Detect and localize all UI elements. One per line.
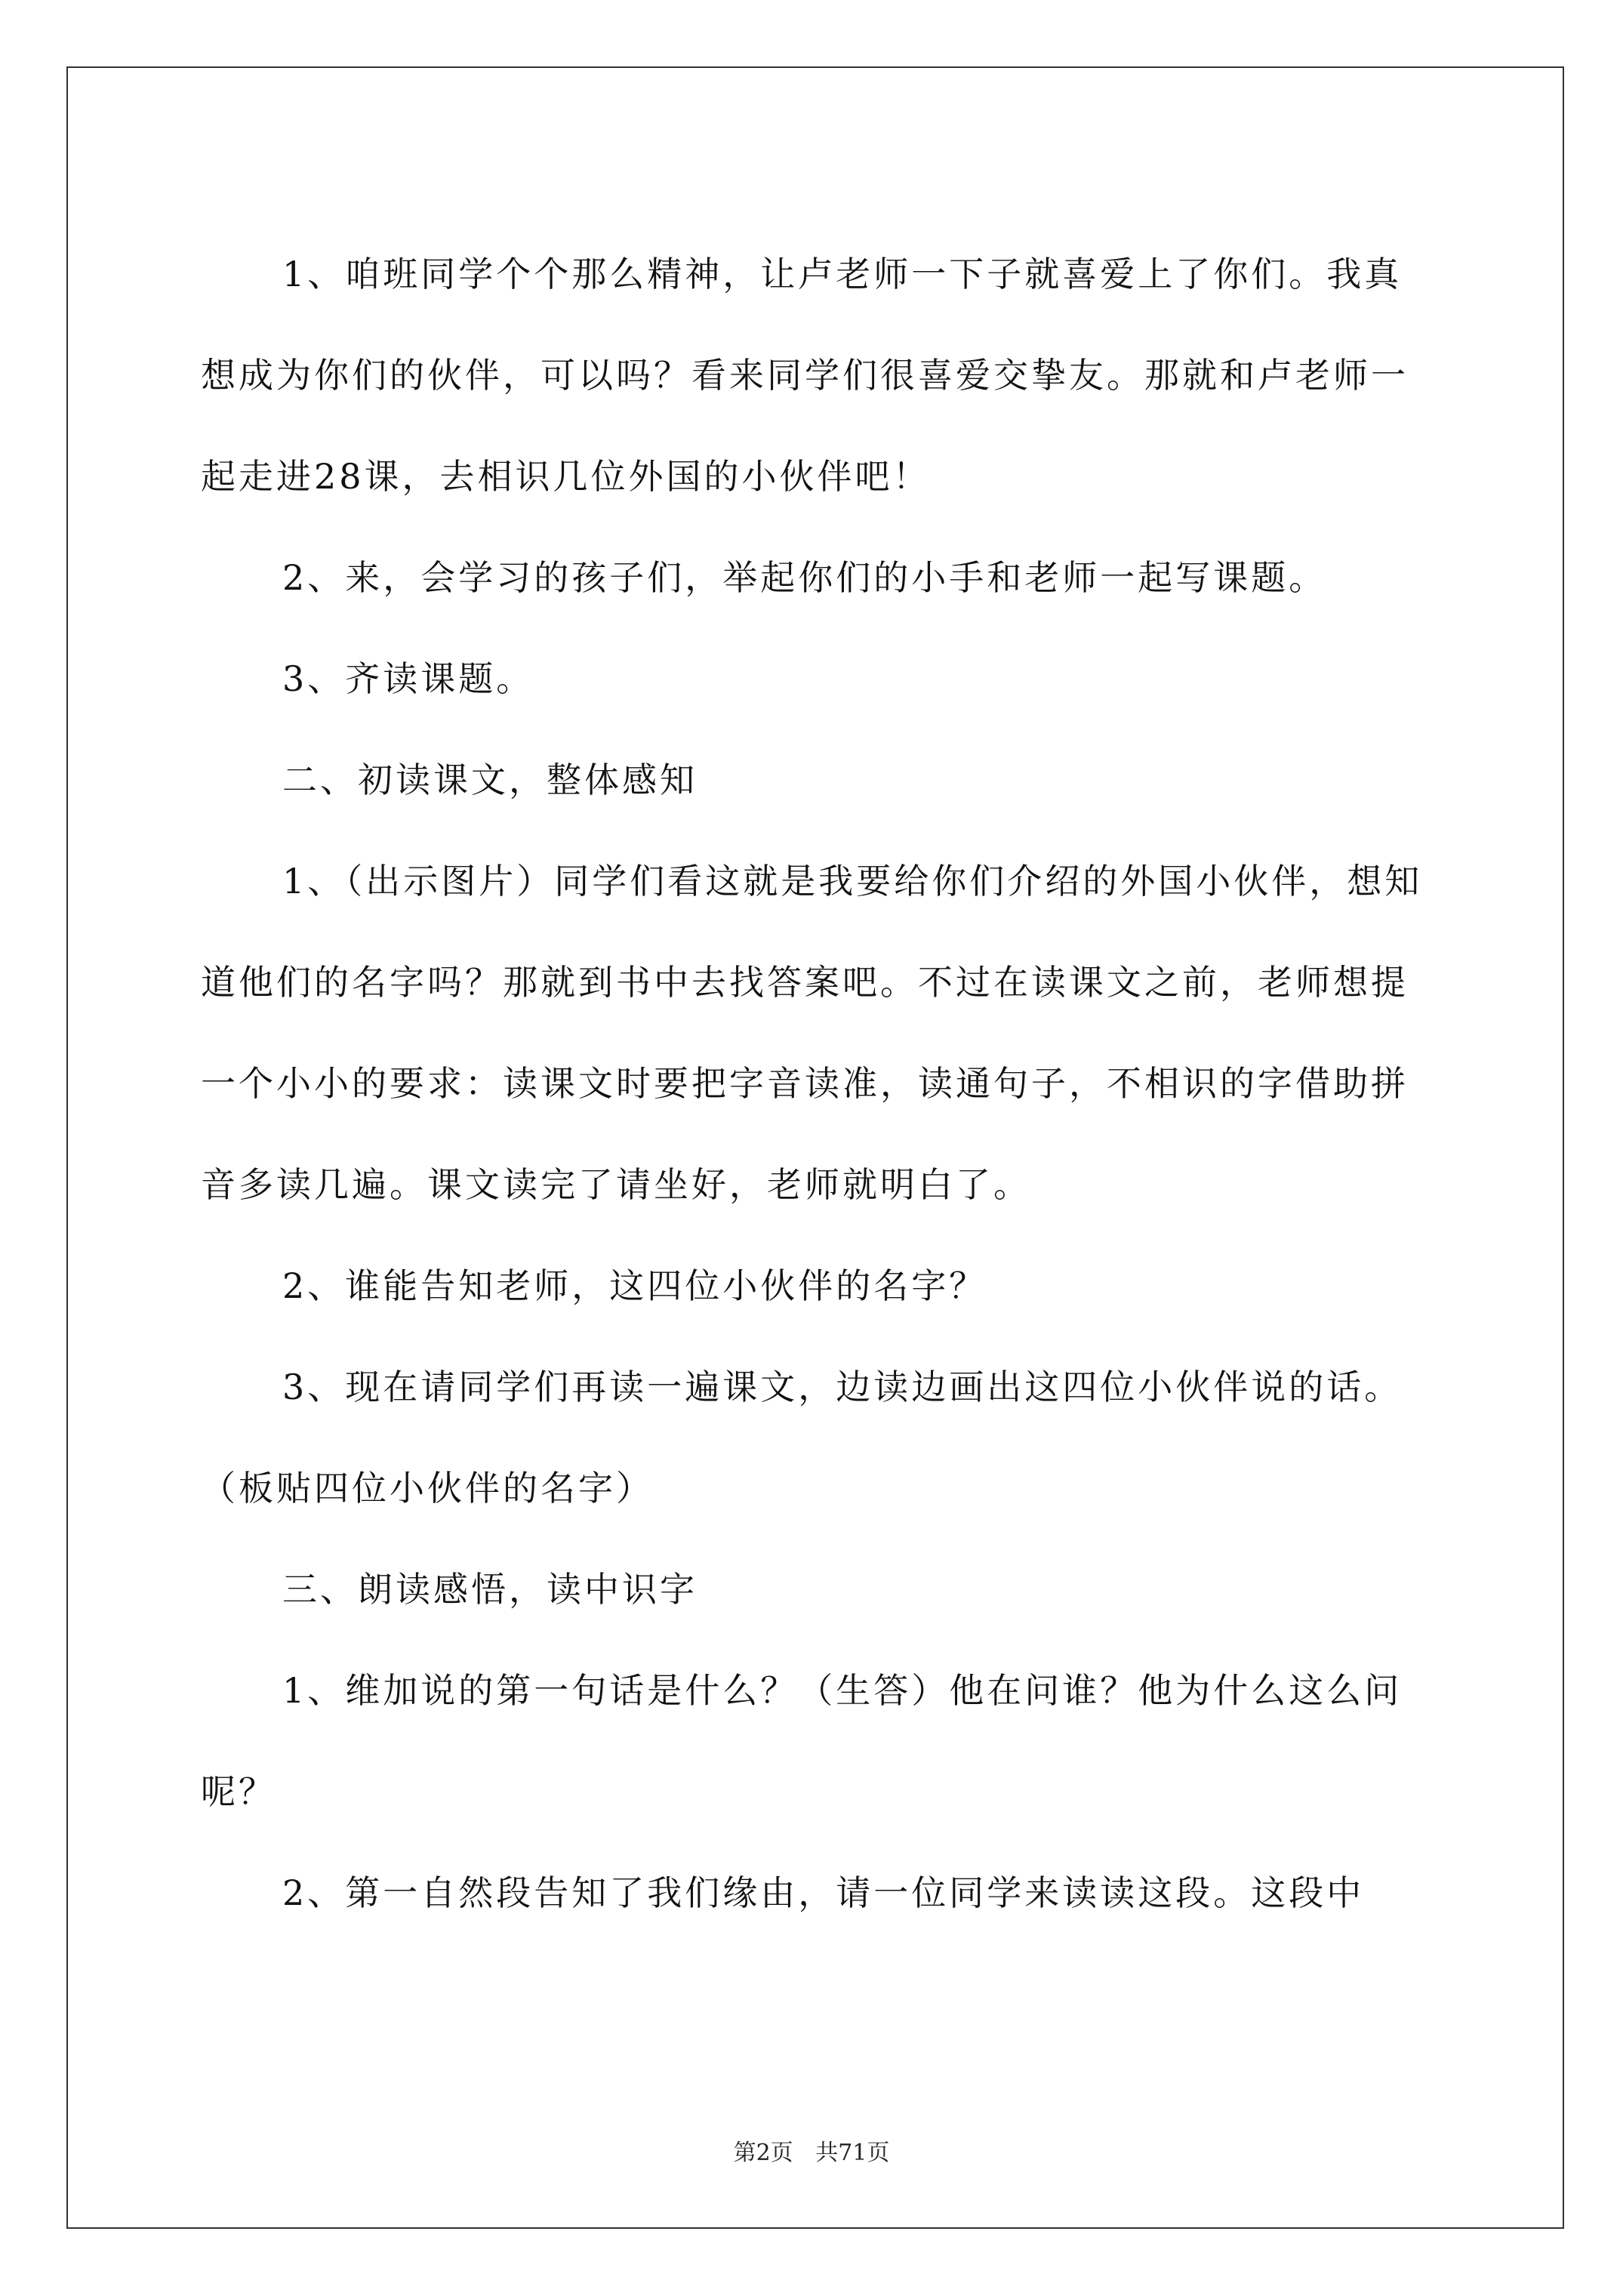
paragraph: 1、咱班同学个个那么精神，让卢老师一下子就喜爱上了你们。我真想成为你们的伙伴，可以吗？看来同学们很喜爱交挚友。那就和卢老师一起走进28课，去相识几位外国的小伙伴吧！ xyxy=(201,254,1409,497)
page-number: 第2页 xyxy=(733,2140,793,2166)
paragraph: 1、（出示图片）同学们看这就是我要给你们介绍的外国小伙伴，想知道他们的名字吗？那就到书中去找答案吧。不过在读课文之前，老师想提一个小小的要求：读课文时要把字音读准，读通句子，不相识的字借助拼音多读几遍。课文读完了请坐好，老师就明白了。 xyxy=(201,861,1423,1205)
document-body xyxy=(201,223,1433,1943)
section-heading: 三、朗读感悟，读中识字 xyxy=(282,1569,698,1610)
paragraph: 1、维加说的第一句话是什么？（生答）他在问谁？他为什么这么问呢？ xyxy=(201,1670,1403,1812)
paragraph: 2、来，会学习的孩子们，举起你们的小手和老师一起写课题。 xyxy=(282,557,1327,598)
paragraph: 3、现在请同学们再读一遍课文，边读边画出这四位小伙伴说的话。（板贴四位小伙伴的名字） xyxy=(201,1367,1403,1509)
page-footer xyxy=(0,2134,1623,2167)
page-total: 共71页 xyxy=(815,2140,890,2166)
section-heading: 二、初读课文，整体感知 xyxy=(282,760,698,800)
paragraph: 2、谁能告知老师，这四位小伙伴的名字？ xyxy=(282,1265,987,1306)
paragraph: 2、第一自然段告知了我们缘由，请一位同学来读读这段。这段中 xyxy=(282,1872,1365,1913)
paragraph: 3、齐读课题。 xyxy=(282,658,534,699)
